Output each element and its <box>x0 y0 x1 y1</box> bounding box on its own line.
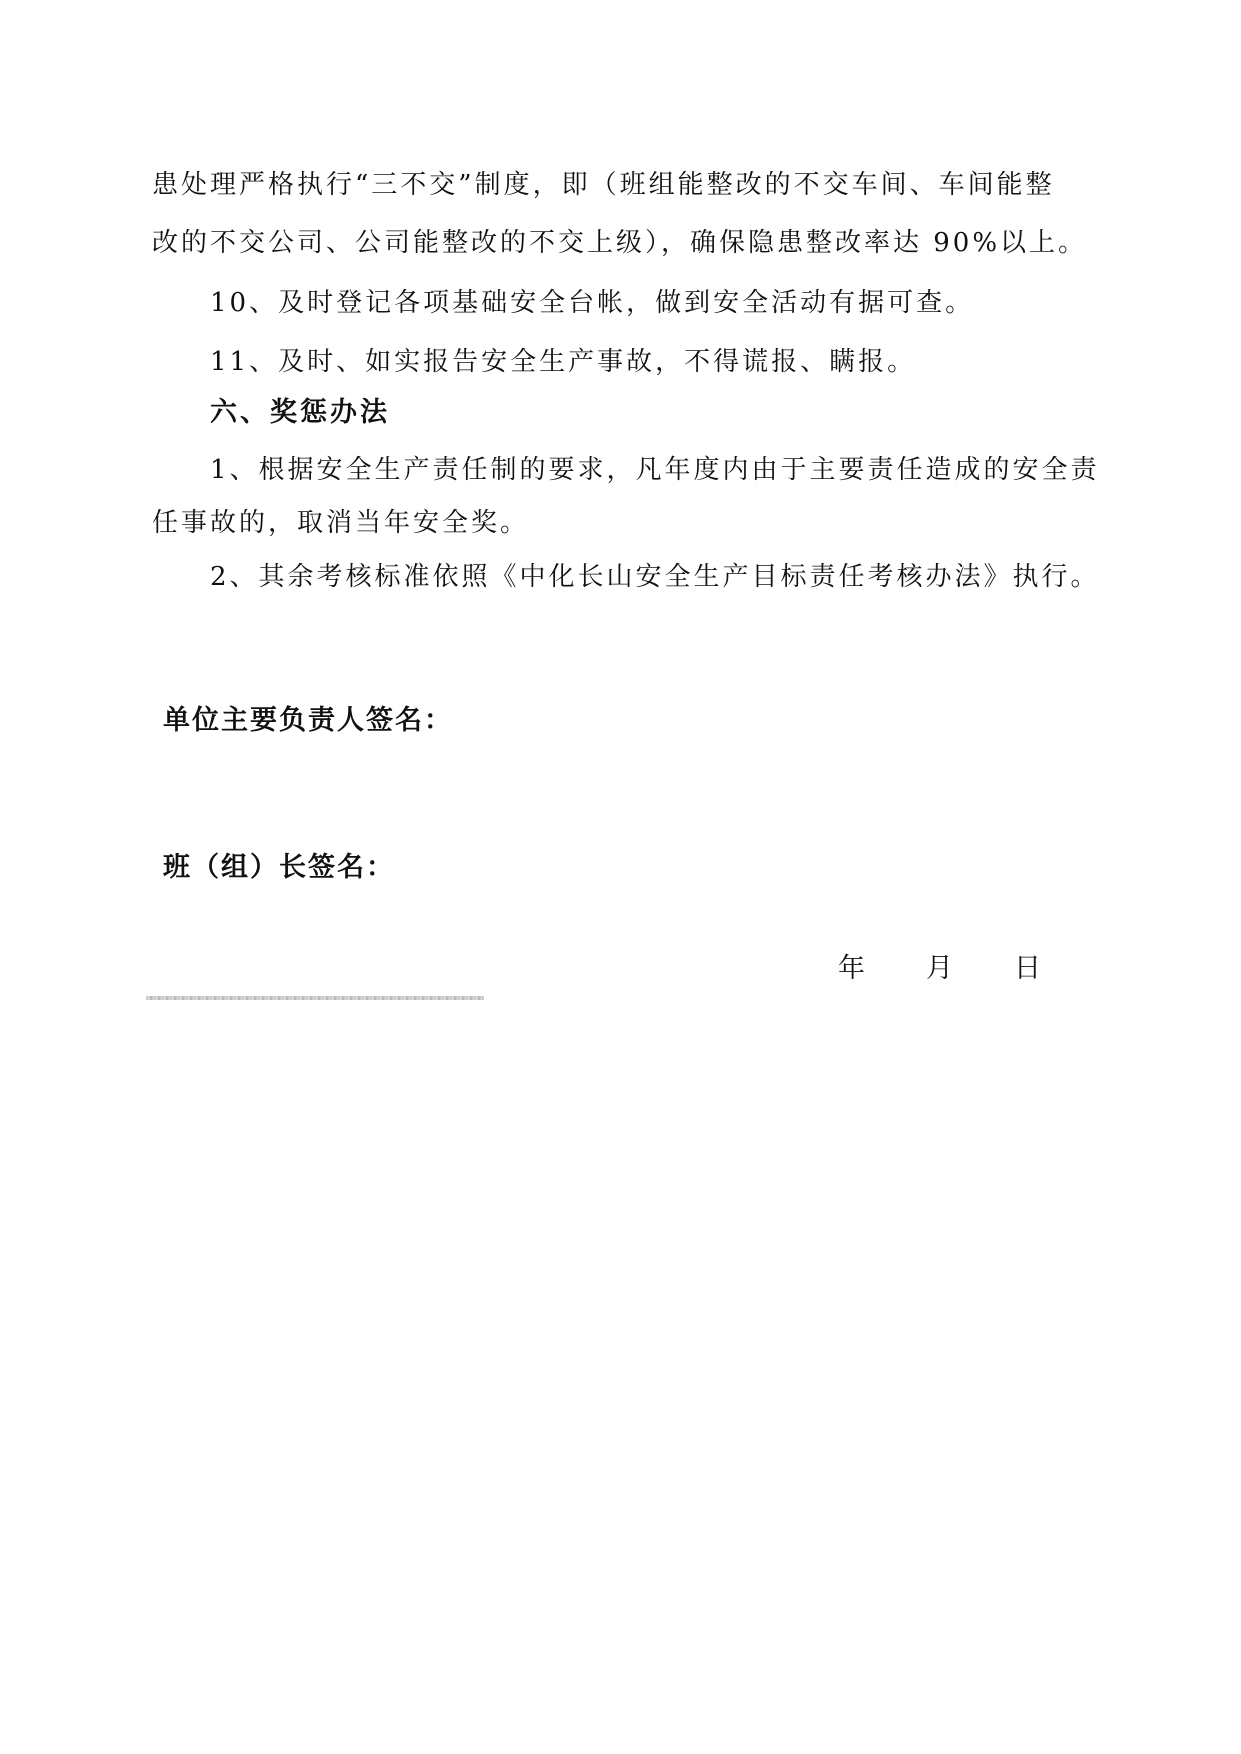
section-item-1-line-1: 1、根据安全生产责任制的要求，凡年度内由于主要责任造成的安全责 <box>210 455 1100 485</box>
date-month-label: 月 <box>926 953 953 984</box>
paragraph-hazard-line-2: 改的不交公司、公司能整改的不交上级），确保隐患整改率达 90%以上。 <box>152 228 1088 258</box>
date-year-label: 年 <box>838 953 865 984</box>
section-item-2: 2、其余考核标准依照《中化长山安全生产目标责任考核办法》执行。 <box>210 562 1100 592</box>
paragraph-item-10: 10、及时登记各项基础安全台帐，做到安全活动有据可查。 <box>210 288 975 318</box>
section-item-1-line-2: 任事故的，取消当年安全奖。 <box>152 508 530 538</box>
paragraph-hazard-line-1: 患处理严格执行“三不交”制度，即（班组能整改的不交车间、车间能整 <box>152 170 1055 200</box>
section-heading-rewards-penalties: 六、奖惩办法 <box>210 397 390 428</box>
team-leader-signature-label: 班（组）长签名： <box>163 852 395 883</box>
date-line <box>838 946 1041 985</box>
scan-artifact-line <box>146 996 484 1000</box>
unit-leader-signature-label: 单位主要负责人签名： <box>163 705 453 736</box>
paragraph-item-11: 11、及时、如实报告安全生产事故，不得谎报、瞒报。 <box>210 347 917 377</box>
date-day-label: 日 <box>1014 953 1041 984</box>
